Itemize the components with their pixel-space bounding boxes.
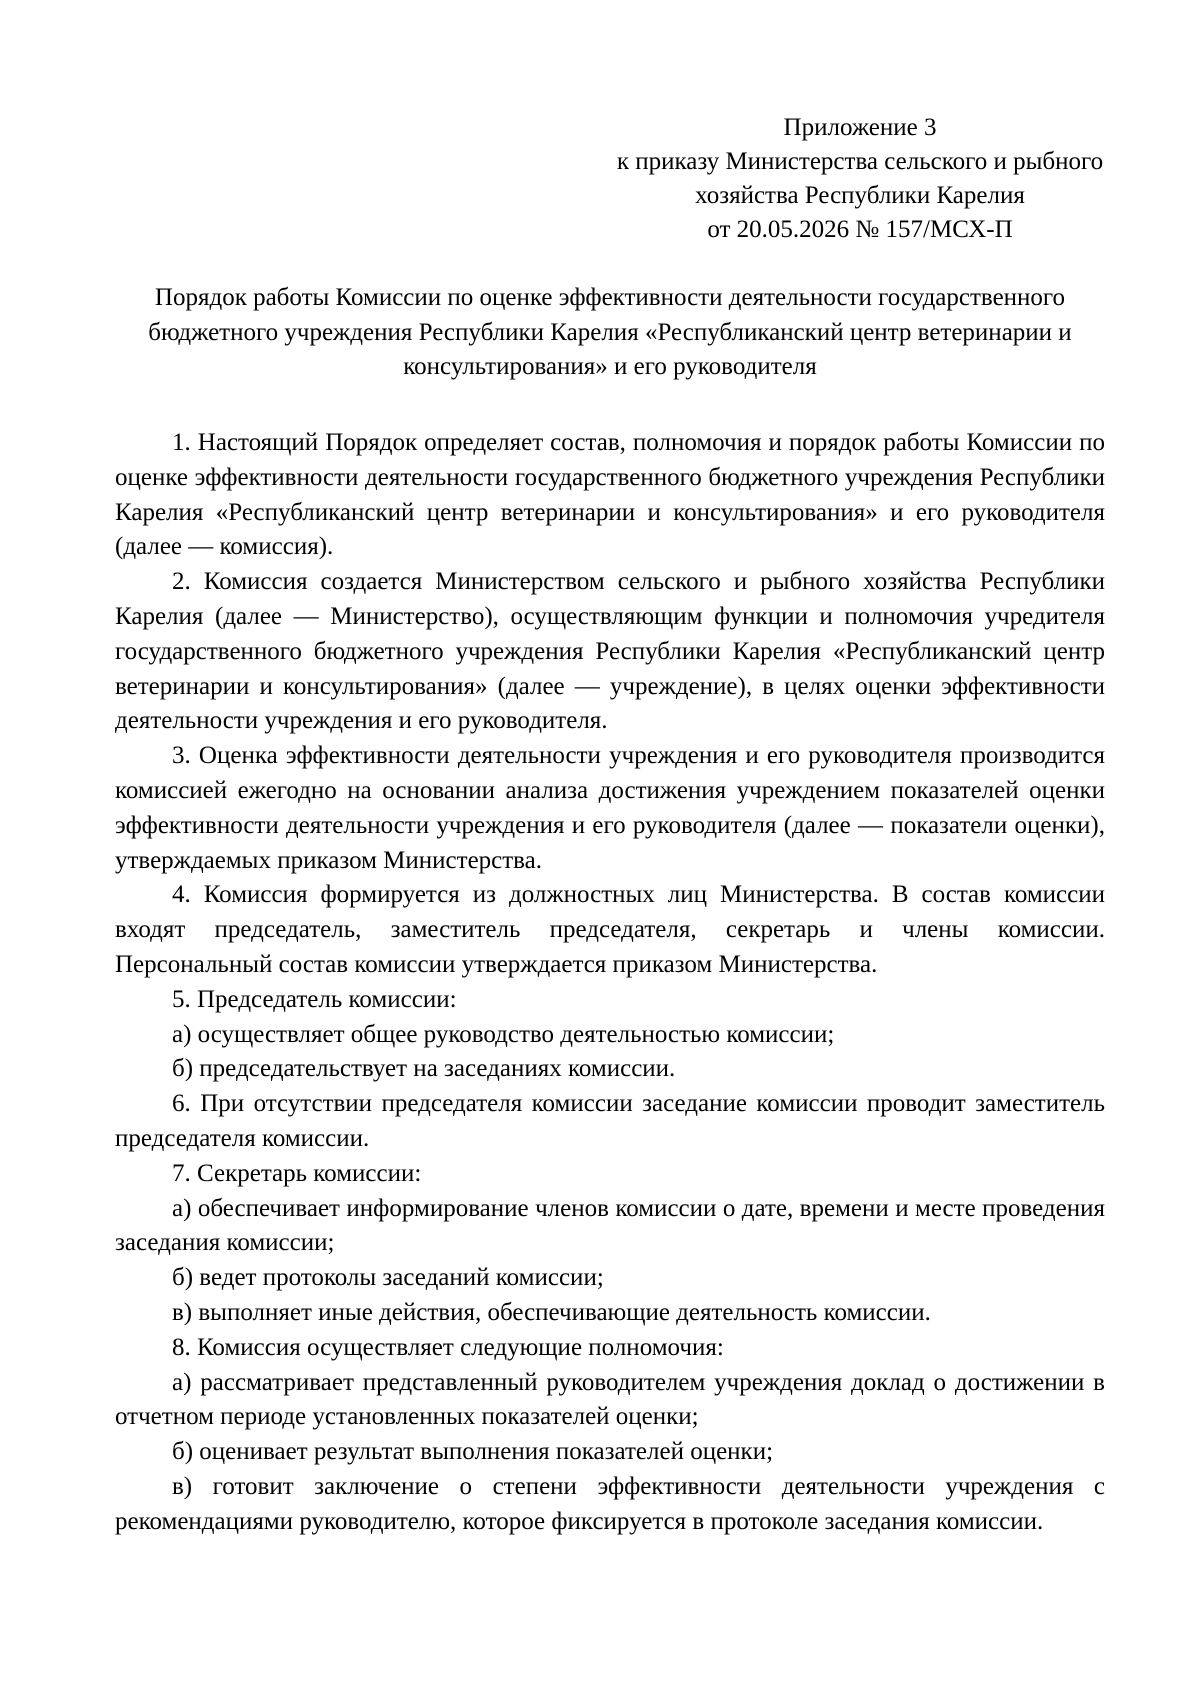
- document-title: [110, 281, 1110, 385]
- paragraph-1: 1. Настоящий Порядок определяет состав, полномочия и порядок работы Комиссии по оценке эффективности деятельности государственного бюджетного учреждения Республики Карелия «Республиканский центр ветеринарии и консультирования» и его руководителя (далее — комиссия).: [115, 429, 1105, 561]
- paragraph-2: 2. Комиссия создается Министерством сельского и рыбного хозяйства Республики Карелия (далее — Министерство), осуществляющим функции и полномочия учредителя государственного бюджетного учреждения Республики Карелия «Республиканский центр ветеринарии и консультирования» (далее — учреждение), в целях оценки эффективности деятельности учреждения и его руководителя.: [115, 568, 1105, 735]
- paragraph-8b: б) оценивает результат выполнения показателей оценки;: [172, 1438, 774, 1466]
- appendix-order-ref: к приказу Министерства сельского и рыбного: [616, 148, 1104, 175]
- appendix-header: [590, 111, 1130, 247]
- title-line: консультирования» и его руководителя: [403, 353, 817, 380]
- paragraph-8a: а) рассматривает представленный руководителем учреждения доклад о достижении в отчетном периоде установленных показателей оценки;: [115, 1368, 1105, 1431]
- paragraph-8: 8. Комиссия осуществляет следующие полномочия:: [172, 1333, 724, 1361]
- paragraph-4: 4. Комиссия формируется из должностных лиц Министерства. В состав комиссии входят председатель, заместитель председателя, секретарь и члены комиссии. Персональный состав комиссии утверждается приказом Министерства.: [115, 881, 1105, 978]
- paragraph-5b: б) председательствует на заседаниях комиссии.: [172, 1055, 676, 1083]
- document-body: [115, 426, 1105, 1540]
- paragraph-5a: а) осуществляет общее руководство деятельностью комиссии;: [172, 1020, 835, 1048]
- appendix-number: Приложение 3: [783, 114, 937, 141]
- paragraph-8c: в) готовит заключение о степени эффективности деятельности учреждения с рекомендациями руководителю, которое фиксируется в протоколе заседания комиссии.: [115, 1472, 1105, 1535]
- paragraph-7b: б) ведет протоколы заседаний комиссии;: [172, 1264, 604, 1292]
- appendix-order-date: от 20.05.2026 № 157/МСХ-П: [707, 216, 1013, 243]
- paragraph-5: 5. Председатель комиссии:: [172, 985, 457, 1013]
- title-line: Порядок работы Комиссии по оценке эффективности деятельности государственного: [154, 284, 1066, 311]
- appendix-ministry: хозяйства Республики Карелия: [695, 182, 1025, 209]
- paragraph-3: 3. Оценка эффективности деятельности учреждения и его руководителя производится комиссией ежегодно на основании анализа достижения учреждением показателей оценки эффективности деятельности учреждения и его руководителя (далее — показатели оценки), утверждаемых приказом Министерства.: [115, 742, 1105, 874]
- paragraph-6: 6. При отсутствии председателя комиссии заседание комиссии проводит заместитель председателя комиссии.: [115, 1090, 1105, 1152]
- paragraph-7c: в) выполняет иные действия, обеспечивающие деятельность комиссии.: [172, 1298, 931, 1326]
- paragraph-7a: а) обеспечивает информирование членов комиссии о дате, времени и месте проведения заседания комиссии;: [115, 1194, 1105, 1257]
- paragraph-7: 7. Секретарь комиссии:: [172, 1159, 422, 1187]
- title-line: бюджетного учреждения Республики Карелия «Республиканский центр ветеринарии и: [148, 318, 1072, 346]
